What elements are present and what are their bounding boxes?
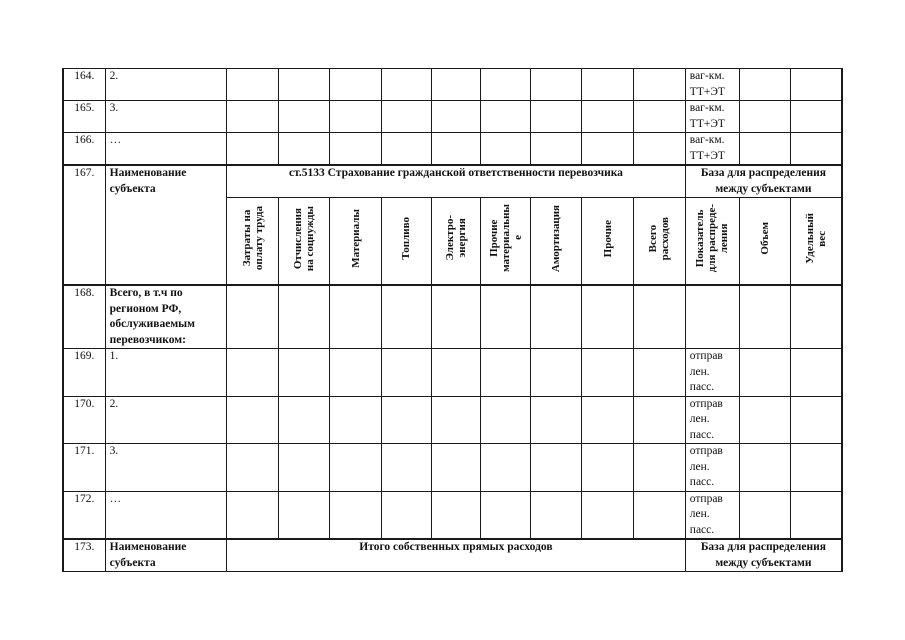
- cell: [381, 69, 431, 101]
- column-header: Прочие: [582, 198, 633, 286]
- unit-cell: отправ лен. пасс.: [685, 444, 739, 492]
- unit-cell: отправ лен. пасс.: [685, 349, 739, 397]
- cell: [633, 396, 685, 444]
- cell: [279, 444, 330, 492]
- cell: [431, 133, 480, 166]
- row-name: 3.: [105, 444, 226, 492]
- cell: [227, 133, 279, 166]
- column-header: Отчисления на соцнужды: [279, 198, 330, 286]
- cell: [481, 396, 531, 444]
- section-header-row: [63, 165, 842, 198]
- cell: [330, 444, 381, 492]
- base-title: База для распределения между субъектами: [685, 165, 842, 198]
- cell: [531, 444, 582, 492]
- cell: [582, 444, 633, 492]
- cell: [582, 349, 633, 397]
- column-header: Электро- энергия: [431, 198, 480, 286]
- column-header: Амортизация: [531, 198, 582, 286]
- cell: [531, 285, 582, 349]
- cell: [582, 69, 633, 101]
- cell: [330, 349, 381, 397]
- cell: [633, 133, 685, 166]
- row-name: 2.: [105, 396, 226, 444]
- cell: [582, 133, 633, 166]
- cell: [740, 101, 791, 133]
- cell: [279, 285, 330, 349]
- cell: [431, 444, 480, 492]
- cell: [685, 285, 739, 349]
- cell: [431, 396, 480, 444]
- unit-cell: отправ лен. пасс.: [685, 396, 739, 444]
- cell: [633, 285, 685, 349]
- unit-cell: отправ лен. пасс.: [685, 491, 739, 539]
- cell: [227, 444, 279, 492]
- column-header: Прочие материальны е: [481, 198, 531, 286]
- cell: [279, 101, 330, 133]
- subject-name-header: Наименование субъекта: [105, 539, 226, 572]
- cell: [582, 491, 633, 539]
- cell: [791, 396, 842, 444]
- row-number: 165.: [63, 101, 105, 133]
- subject-name-header: Наименование субъекта: [105, 165, 226, 285]
- cell: [633, 349, 685, 397]
- cell: [633, 69, 685, 101]
- cell: [381, 285, 431, 349]
- row-number: 172.: [63, 491, 105, 539]
- cell: [381, 133, 431, 166]
- table-row: [63, 491, 842, 539]
- cell: [381, 101, 431, 133]
- cell: [531, 396, 582, 444]
- cell: [531, 101, 582, 133]
- cell: [740, 444, 791, 492]
- cell: [227, 491, 279, 539]
- cell: [740, 491, 791, 539]
- table-row: [63, 69, 842, 101]
- cell: [330, 101, 381, 133]
- cell: [381, 444, 431, 492]
- cell: [330, 133, 381, 166]
- cell: [633, 101, 685, 133]
- row-name: …: [105, 133, 226, 166]
- cell: [431, 69, 480, 101]
- cell: [582, 285, 633, 349]
- table-row: [63, 101, 842, 133]
- row-name: Всего, в т.ч по регионом РФ, обслуживаемым перевозчиком:: [105, 285, 226, 349]
- cell: [481, 349, 531, 397]
- cell: [633, 444, 685, 492]
- cell: [330, 396, 381, 444]
- cell: [279, 396, 330, 444]
- cell: [330, 491, 381, 539]
- cell: [740, 285, 791, 349]
- cell: [791, 101, 842, 133]
- cell: [633, 491, 685, 539]
- row-name: 3.: [105, 101, 226, 133]
- cell: [791, 133, 842, 166]
- cell: [481, 101, 531, 133]
- column-header: Топливо: [381, 198, 431, 286]
- row-name: 1.: [105, 349, 226, 397]
- unit-cell: ваг-км. ТТ+ЭТ: [685, 101, 739, 133]
- section-title: ст.5133 Страхование гражданской ответственности перевозчика: [227, 165, 686, 198]
- cell: [531, 491, 582, 539]
- base-title: База для распределения между субъектами: [685, 539, 842, 572]
- cell: [227, 349, 279, 397]
- column-header: Удельный вес: [791, 198, 842, 286]
- cell: [431, 349, 480, 397]
- cell: [481, 133, 531, 166]
- unit-cell: ваг-км. ТТ+ЭТ: [685, 133, 739, 166]
- table-row: [63, 133, 842, 166]
- cell: [531, 349, 582, 397]
- cell: [481, 444, 531, 492]
- row-number: 167.: [63, 165, 105, 285]
- unit-cell: ваг-км. ТТ+ЭТ: [685, 69, 739, 101]
- cell: [791, 285, 842, 349]
- cell: [531, 133, 582, 166]
- cell: [791, 69, 842, 101]
- total-row: [63, 285, 842, 349]
- row-number: 169.: [63, 349, 105, 397]
- cell: [582, 101, 633, 133]
- row-number: 171.: [63, 444, 105, 492]
- column-header: Показатель для распреде- ления: [685, 198, 739, 286]
- cell: [431, 491, 480, 539]
- cell: [381, 349, 431, 397]
- cell: [791, 444, 842, 492]
- column-header: Объем: [740, 198, 791, 286]
- expense-distribution-table: [62, 68, 843, 572]
- row-name: 2.: [105, 69, 226, 101]
- table-row: [63, 444, 842, 492]
- cell: [740, 396, 791, 444]
- row-number: 173.: [63, 539, 105, 572]
- cell: [481, 285, 531, 349]
- cell: [740, 349, 791, 397]
- column-header: Материалы: [330, 198, 381, 286]
- table-row: [63, 349, 842, 397]
- footer-header-row: [63, 539, 842, 572]
- table-row: [63, 396, 842, 444]
- cell: [227, 101, 279, 133]
- cell: [791, 349, 842, 397]
- cell: [481, 69, 531, 101]
- cell: [330, 285, 381, 349]
- row-number: 166.: [63, 133, 105, 166]
- column-header: Всего расходов: [633, 198, 685, 286]
- row-number: 170.: [63, 396, 105, 444]
- cell: [740, 133, 791, 166]
- cell: [431, 285, 480, 349]
- row-name: …: [105, 491, 226, 539]
- section-title: Итого собственных прямых расходов: [227, 539, 686, 572]
- cell: [431, 101, 480, 133]
- document-table-region: [62, 68, 843, 569]
- cell: [227, 69, 279, 101]
- row-number: 168.: [63, 285, 105, 349]
- cell: [582, 396, 633, 444]
- cell: [381, 491, 431, 539]
- cell: [279, 491, 330, 539]
- cell: [330, 69, 381, 101]
- cell: [279, 69, 330, 101]
- cell: [227, 285, 279, 349]
- cell: [227, 396, 279, 444]
- row-number: 164.: [63, 69, 105, 101]
- cell: [381, 396, 431, 444]
- cell: [279, 133, 330, 166]
- cell: [481, 491, 531, 539]
- cell: [740, 69, 791, 101]
- column-header: Затраты на оплату труда: [227, 198, 279, 286]
- cell: [791, 491, 842, 539]
- cell: [531, 69, 582, 101]
- cell: [279, 349, 330, 397]
